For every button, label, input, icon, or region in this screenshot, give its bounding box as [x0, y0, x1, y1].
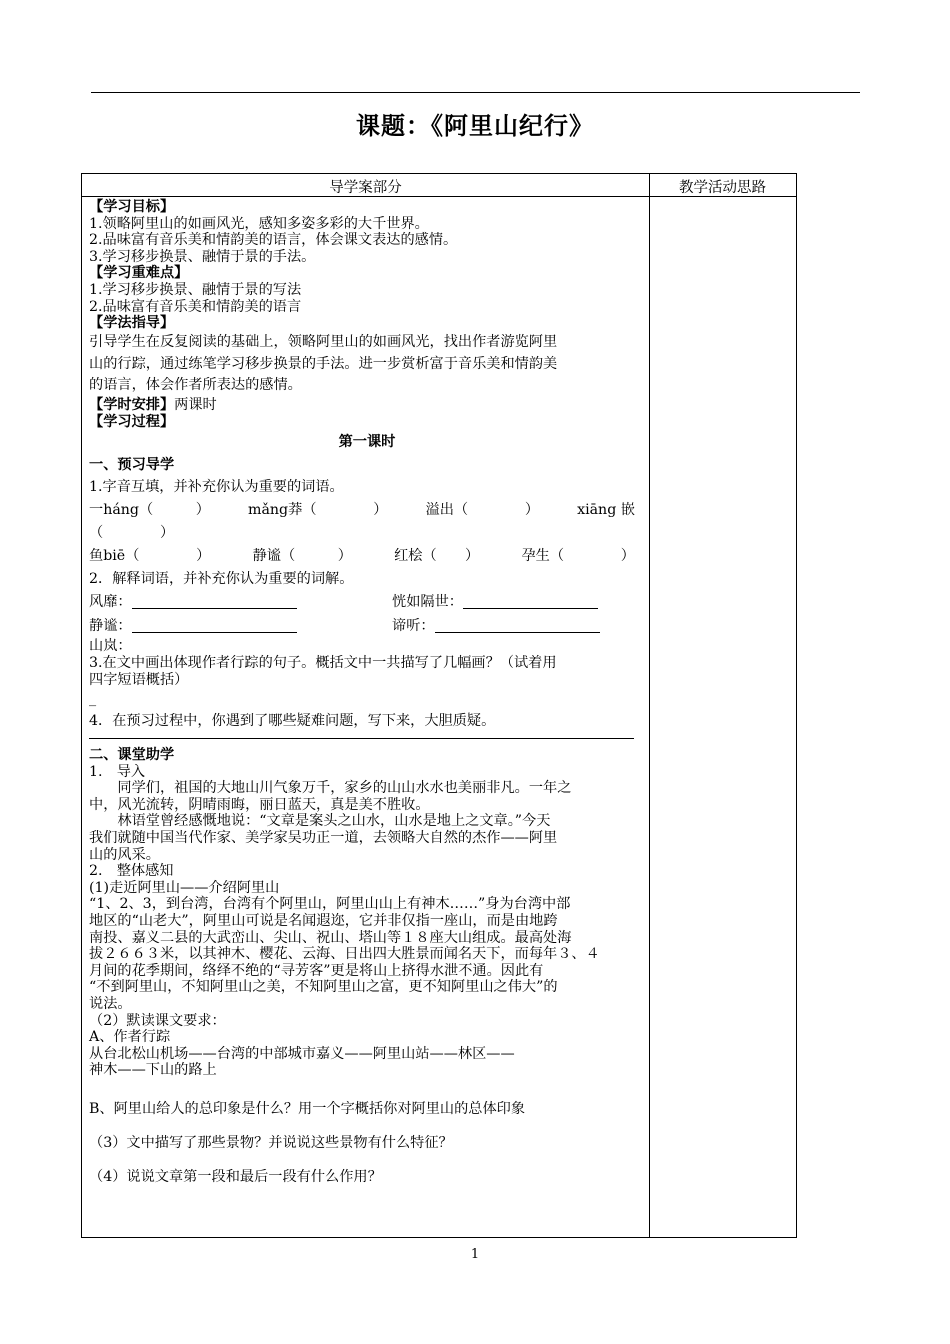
- answer-blank[interactable]: [435, 620, 600, 633]
- schedule-value: 两课时: [174, 397, 217, 414]
- classroom-line: “1、2、3，到台湾，台湾有个阿里山，阿里山山上有神木……”身为台湾中部: [89, 896, 571, 913]
- lesson-one-heading: 第一课时: [338, 434, 396, 451]
- classroom-line: 山的风采。: [89, 846, 160, 863]
- vocab-term: 静谧：: [89, 618, 132, 635]
- pinyin-row-1-cont: （ ）: [89, 525, 175, 542]
- pinyin-item: 鱼biē（ ）: [89, 548, 211, 565]
- vocab-row: [89, 614, 619, 638]
- schedule-heading: 【学时安排】: [89, 397, 175, 414]
- goal-item: 1.领略阿里山的如画风光，感知多姿多彩的大千世界。: [89, 215, 429, 232]
- classroom-line: A、作者行踪: [89, 1029, 171, 1046]
- key-point-item: 2.品味富有音乐美和情韵美的语言: [89, 298, 302, 315]
- classroom-question-4: （4）说说文章第一段和最后一段有什么作用？: [89, 1168, 382, 1185]
- classroom-line: 地区的“山老大”，阿里山可说是名闻遐迩，它并非仅指一座山，而是由地跨: [89, 913, 558, 930]
- classroom-line: （2）默读课文要求：: [89, 1012, 226, 1029]
- classroom-line: 从台北松山机场——台湾的中部城市嘉义——阿里山站——林区——: [89, 1045, 515, 1062]
- pinyin-item: mǎng莽（ ）: [248, 502, 388, 519]
- classroom-line: 月间的花季期间，络绎不绝的“寻芳客”更是将山上挤得水泄不通。因此有: [89, 962, 544, 979]
- classroom-line: 南投、嘉义二县的大武峦山、尖山、祝山、塔山等１８座大山组成。最高处海: [89, 929, 572, 946]
- preview-question-3: 四字短语概括）: [89, 671, 189, 688]
- classroom-line: 同学们，祖国的大地山川气象万千，家乡的山山水水也美丽非凡。一年之: [89, 780, 572, 797]
- goals-heading: 【学习目标】: [89, 199, 175, 215]
- pinyin-item: 一háng（ ）: [89, 502, 210, 519]
- spacer: [89, 1154, 645, 1166]
- column-header-activities: 教学活动思路: [679, 180, 766, 196]
- classroom-line: 我们就随中国当代作家、美学家吴功正一道，去领略大自然的杰作——阿里: [89, 830, 558, 847]
- goal-item: 3.学习移步换景、融情于景的手法。: [89, 248, 316, 265]
- preview-question-2: 2．解释词语，并补充你认为重要的词解。: [89, 571, 354, 588]
- classroom-line: 中，风光流转，阴晴雨晦，丽日蓝天，真是美不胜收。: [89, 796, 430, 813]
- guide-content: [89, 199, 645, 1188]
- preview-heading: 一、预习导学: [89, 457, 175, 474]
- vocab-term: 恍如隔世：: [392, 594, 463, 611]
- pinyin-row-1: [89, 498, 635, 522]
- vocab-term-last: 山岚：: [89, 638, 132, 655]
- method-line: 的语言，体会作者所表达的感情。: [89, 377, 302, 394]
- classroom-line: 2. 整体感知: [89, 863, 174, 880]
- page-title: 课题：《阿里山纪行》: [356, 112, 594, 140]
- answer-dash: _: [89, 691, 97, 708]
- vocab-row: [89, 590, 619, 614]
- pinyin-item: 红桧（ ）: [394, 548, 480, 565]
- spacer: [89, 1079, 645, 1098]
- classroom-line: 说法。: [89, 996, 132, 1013]
- classroom-line: 神木——下山的路上: [89, 1062, 217, 1079]
- method-line: 山的行踪，通过练笔学习移步换景的手法。进一步赏析富于音乐美和情韵美: [89, 355, 558, 372]
- header-rule: [91, 92, 860, 93]
- schedule-line: [89, 397, 645, 414]
- spacer: [89, 1120, 645, 1132]
- vocab-term: 风靡：: [89, 594, 132, 611]
- classroom-question-b: B、阿里山给人的总印象是什么？用一个字概括你对阿里山的总体印象: [89, 1100, 526, 1117]
- classroom-line: (1)走近阿里山——介绍阿里山: [89, 879, 280, 896]
- answer-line[interactable]: [89, 738, 634, 739]
- pinyin-row-2: [89, 544, 635, 568]
- classroom-line: 1. 导入: [89, 763, 146, 780]
- preview-question-1: 1.字音互填，并补充你认为重要的词语。: [89, 479, 344, 496]
- pinyin-item: 溢出（ ）: [425, 502, 540, 519]
- page-number: 1: [470, 1247, 480, 1262]
- key-points-heading: 【学习重难点】: [89, 265, 189, 282]
- pinyin-item: xiāng 嵌: [577, 502, 635, 519]
- process-heading: 【学习过程】: [89, 413, 175, 430]
- pinyin-item: 孕生（ ）: [521, 548, 635, 565]
- classroom-line: “不到阿里山，不知阿里山之美，不知阿里山之富，更不知阿里山之伟大”的: [89, 979, 558, 996]
- pinyin-item: 静谧（ ）: [252, 548, 352, 565]
- classroom-line: 林语堂曾经感慨地说：“文章是案头之山水，山水是地上之文章。”今天: [89, 813, 551, 830]
- classroom-question-3: （3）文中描写了那些景物？并说说这些景物有什么特征？: [89, 1134, 453, 1151]
- classroom-heading: 二、课堂助学: [89, 747, 175, 764]
- answer-blank[interactable]: [132, 596, 297, 609]
- answer-blank[interactable]: [132, 620, 297, 633]
- key-point-item: 1.学习移步换景、融情于景的写法: [89, 281, 302, 298]
- column-header-guide: 导学案部分: [329, 180, 402, 196]
- method-heading: 【学法指导】: [89, 315, 175, 332]
- method-line: 引导学生在反复阅读的基础上，领略阿里山的如画风光，找出作者游览阿里: [89, 333, 558, 350]
- answer-blank[interactable]: [463, 596, 598, 609]
- preview-question-3: 3.在文中画出体现作者行踪的句子。概括文中一共描写了几幅画？（试着用: [89, 654, 557, 671]
- vocab-term: 谛听：: [392, 618, 435, 635]
- preview-question-4: 4．在预习过程中，你遇到了哪些疑难问题，写下来，大胆质疑。: [89, 713, 496, 730]
- classroom-line: 拔２６６３米，以其神木、樱花、云海、日出四大胜景而闻名天下，而每年３、４: [89, 946, 600, 963]
- column-divider: [649, 173, 650, 1237]
- goal-item: 2.品味富有音乐美和情韵美的语言，体会课文表达的感情。: [89, 232, 458, 249]
